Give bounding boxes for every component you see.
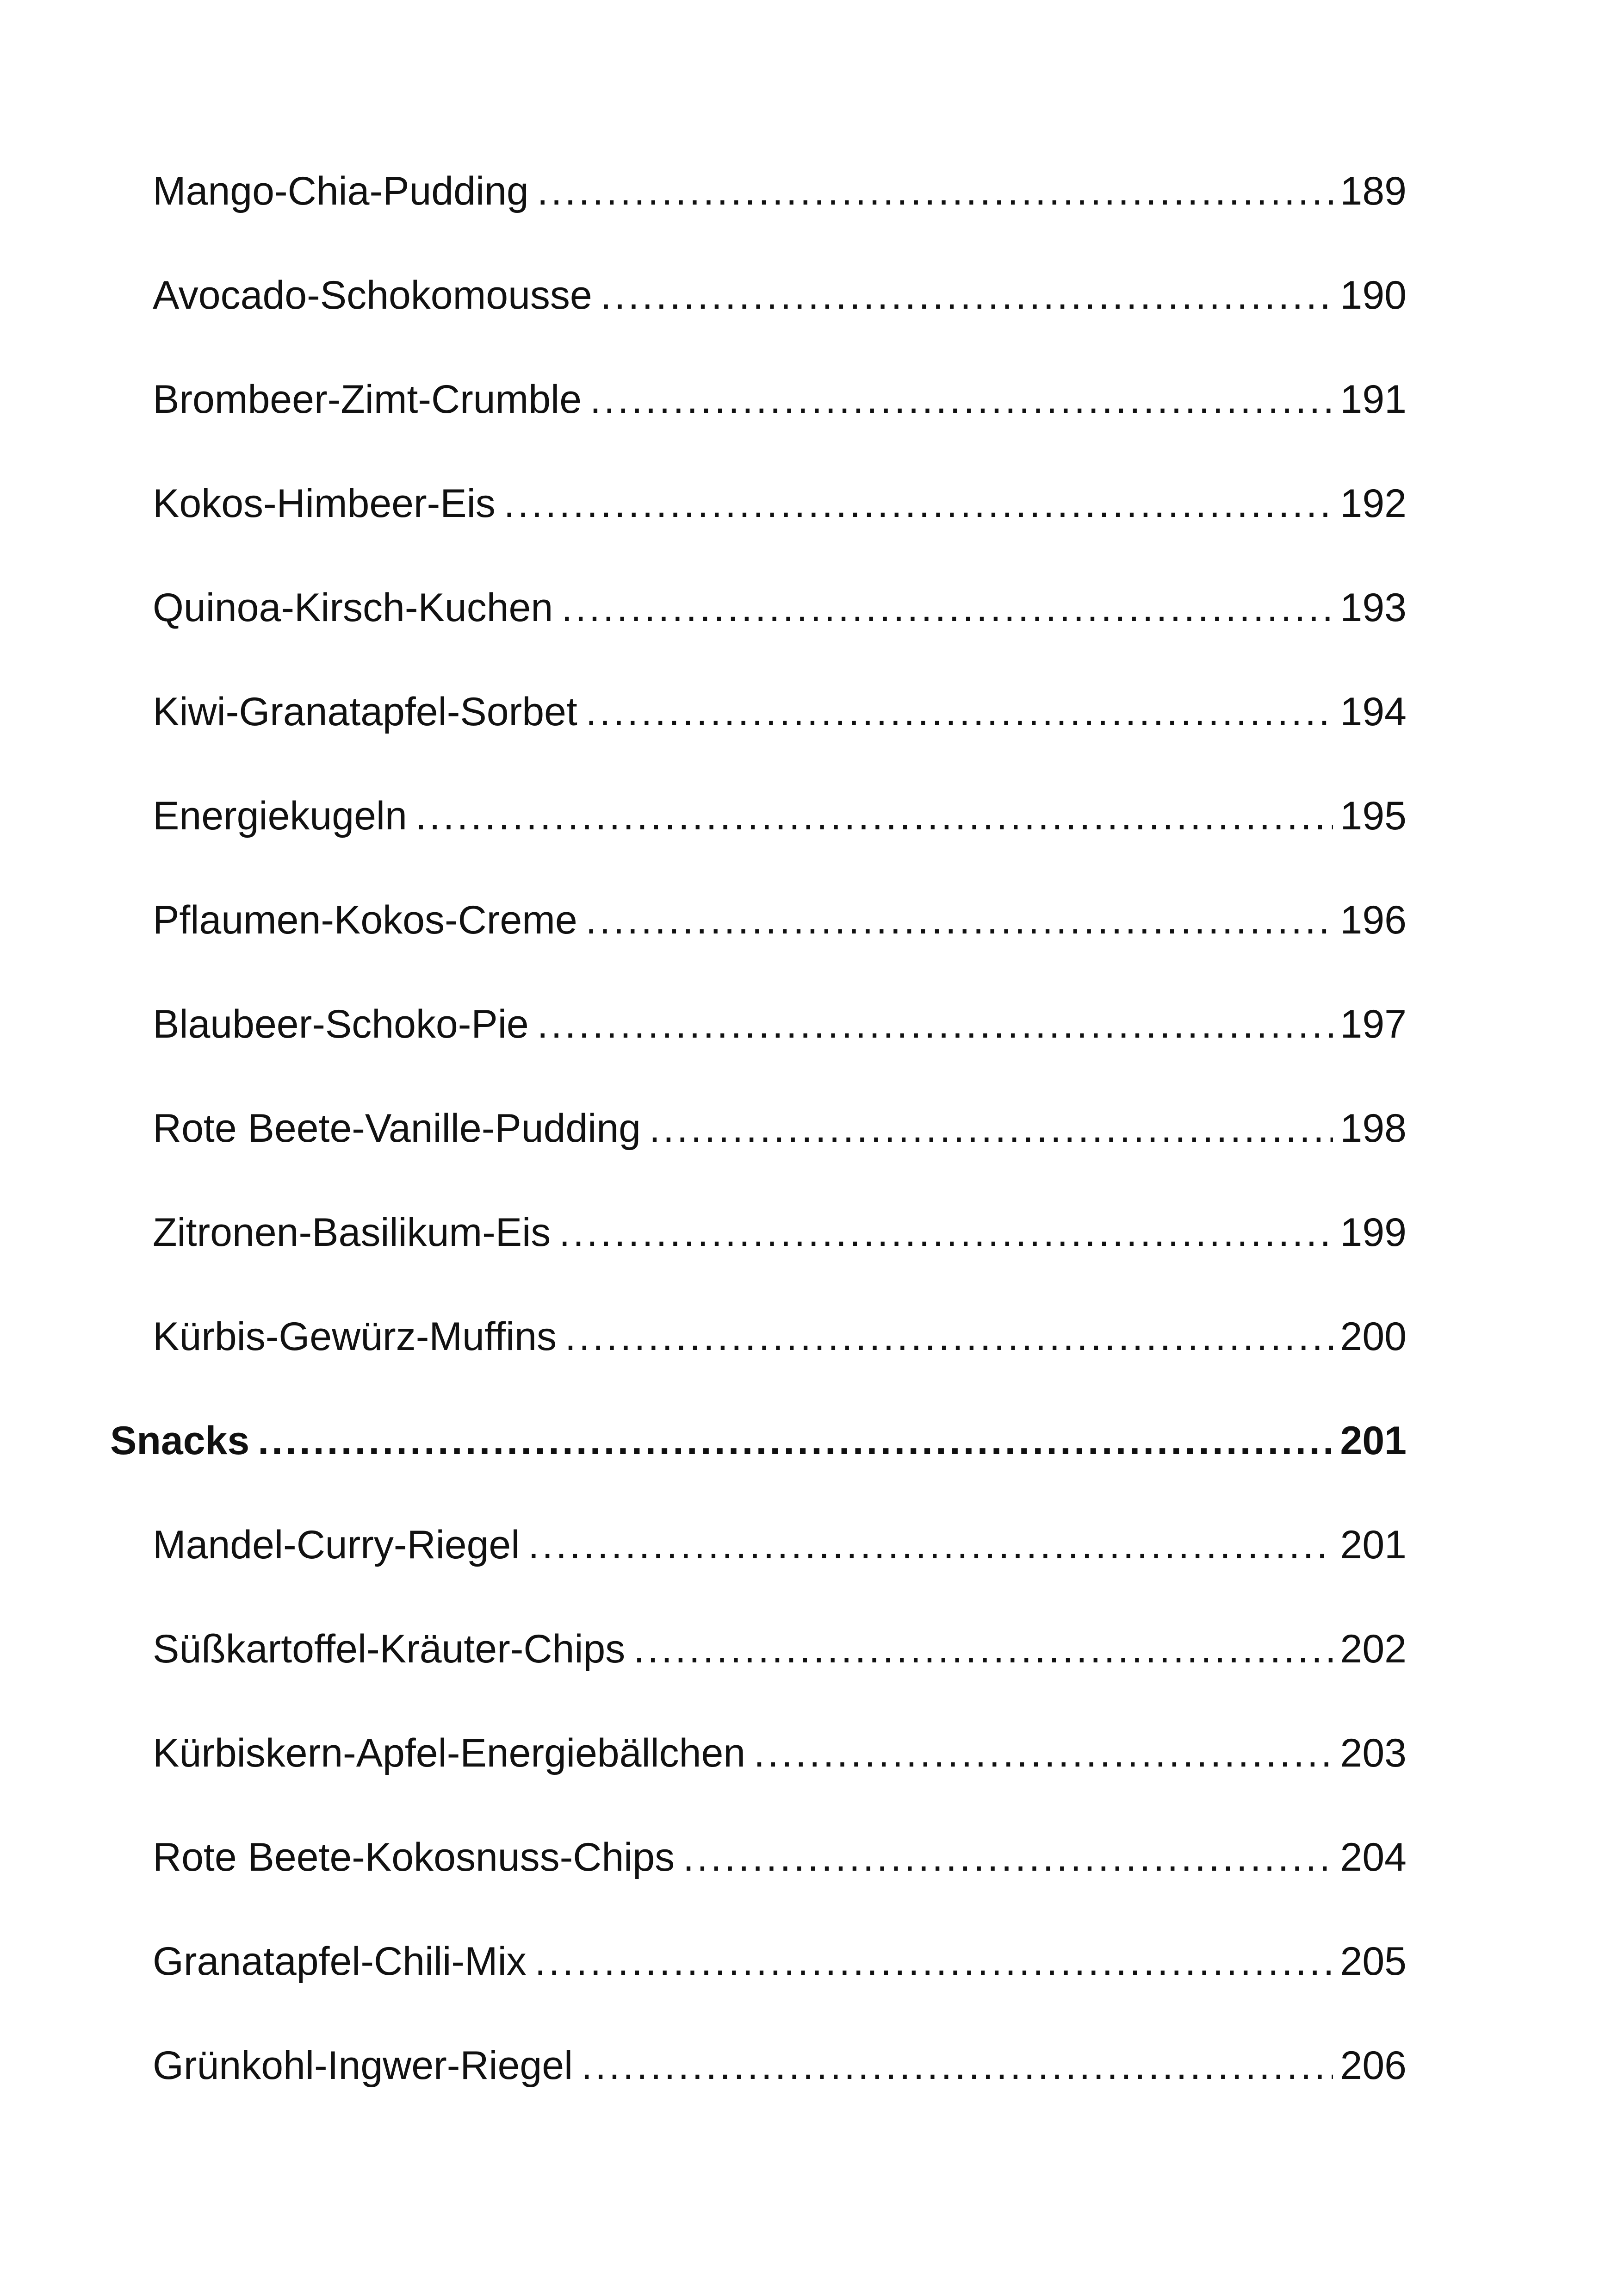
dot-leader <box>683 1825 1333 1890</box>
toc-entry-page: 206 <box>1340 2043 1407 2088</box>
dot-leader <box>415 784 1333 848</box>
dot-leader <box>581 2033 1333 2098</box>
toc-entry-title: Mango-Chia-Pudding <box>153 169 529 213</box>
dot-leader <box>586 679 1333 744</box>
toc-entry-title: Rote Beete-Vanille-Pudding <box>153 1106 641 1151</box>
toc-entry-page: 203 <box>1340 1731 1407 1775</box>
toc-entry <box>153 1304 1407 1369</box>
toc-entry <box>153 1825 1407 1890</box>
toc-entry-title: Quinoa-Kirsch-Kuchen <box>153 585 553 630</box>
toc-entry-title: Brombeer-Zimt-Crumble <box>153 377 582 422</box>
toc-entry-page: 198 <box>1340 1106 1407 1151</box>
toc-entry <box>153 1617 1407 1681</box>
toc-section-title: Snacks <box>110 1419 250 1463</box>
toc-entry-title: Blaubeer-Schoko-Pie <box>153 1002 529 1046</box>
dot-leader <box>535 1929 1333 1994</box>
toc-entry <box>153 575 1407 640</box>
dot-leader <box>586 888 1333 952</box>
toc-entry-page: 196 <box>1340 898 1407 942</box>
toc-section-heading <box>110 1408 1407 1473</box>
toc-entry-page: 205 <box>1340 1939 1407 1984</box>
toc-entry-title: Süßkartoffel-Kräuter-Chips <box>153 1627 626 1671</box>
toc-entry-title: Kokos-Himbeer-Eis <box>153 481 496 526</box>
toc-entry-title: Kiwi-Granatapfel-Sorbet <box>153 690 577 734</box>
toc-entry-page: 197 <box>1340 1002 1407 1046</box>
toc-entry-title: Kürbiskern-Apfel-Energiebällchen <box>153 1731 746 1775</box>
toc-entry-page: 200 <box>1340 1314 1407 1359</box>
toc-entry <box>153 888 1407 952</box>
dot-leader <box>561 575 1333 640</box>
dot-leader <box>537 159 1333 224</box>
dot-leader <box>258 1408 1333 1473</box>
toc-entry-title: Energiekugeln <box>153 794 407 838</box>
toc-entry-title: Mandel-Curry-Riegel <box>153 1523 520 1567</box>
toc-entry-title: Pflaumen-Kokos-Creme <box>153 898 577 942</box>
toc-entry <box>153 367 1407 432</box>
toc-entry <box>153 1096 1407 1161</box>
toc-entry <box>153 159 1407 224</box>
toc-entry-page: 201 <box>1340 1523 1407 1567</box>
toc-entry <box>153 471 1407 536</box>
dot-leader <box>601 263 1333 328</box>
toc-entry <box>153 263 1407 328</box>
toc-entry-title: Kürbis-Gewürz-Muffins <box>153 1314 557 1359</box>
toc-entry <box>153 2033 1407 2098</box>
toc-entry-title: Zitronen-Basilikum-Eis <box>153 1210 551 1255</box>
dot-leader <box>754 1721 1333 1786</box>
toc-entry-page: 204 <box>1340 1835 1407 1879</box>
dot-leader <box>537 992 1333 1057</box>
toc-entry <box>153 679 1407 744</box>
toc-entry <box>153 1929 1407 1994</box>
toc-entry <box>153 784 1407 848</box>
dot-leader <box>649 1096 1333 1161</box>
toc-entry-page: 202 <box>1340 1627 1407 1671</box>
toc-entry-page: 189 <box>1340 169 1407 213</box>
dot-leader <box>565 1304 1333 1369</box>
toc-entry-page: 191 <box>1340 377 1407 422</box>
dot-leader <box>528 1512 1333 1577</box>
dot-leader <box>559 1200 1333 1265</box>
toc-entry-page: 190 <box>1340 273 1407 317</box>
toc-entry-page: 194 <box>1340 690 1407 734</box>
toc-entry-title: Grünkohl-Ingwer-Riegel <box>153 2043 573 2088</box>
toc-entry-page: 192 <box>1340 481 1407 526</box>
toc-entry-page: 199 <box>1340 1210 1407 1255</box>
toc-entry <box>153 1200 1407 1265</box>
dot-leader <box>633 1617 1333 1681</box>
toc-entry-page: 193 <box>1340 585 1407 630</box>
toc-entry <box>153 992 1407 1057</box>
toc-entry <box>153 1512 1407 1577</box>
dot-leader <box>504 471 1333 536</box>
toc-entry-title: Rote Beete-Kokosnuss-Chips <box>153 1835 675 1879</box>
toc-entry <box>153 1721 1407 1786</box>
toc-entry-title: Granatapfel-Chili-Mix <box>153 1939 527 1984</box>
toc-entry-title: Avocado-Schokomousse <box>153 273 592 317</box>
toc-entry-page: 195 <box>1340 794 1407 838</box>
dot-leader <box>590 367 1333 432</box>
toc-section-page: 201 <box>1340 1419 1407 1463</box>
